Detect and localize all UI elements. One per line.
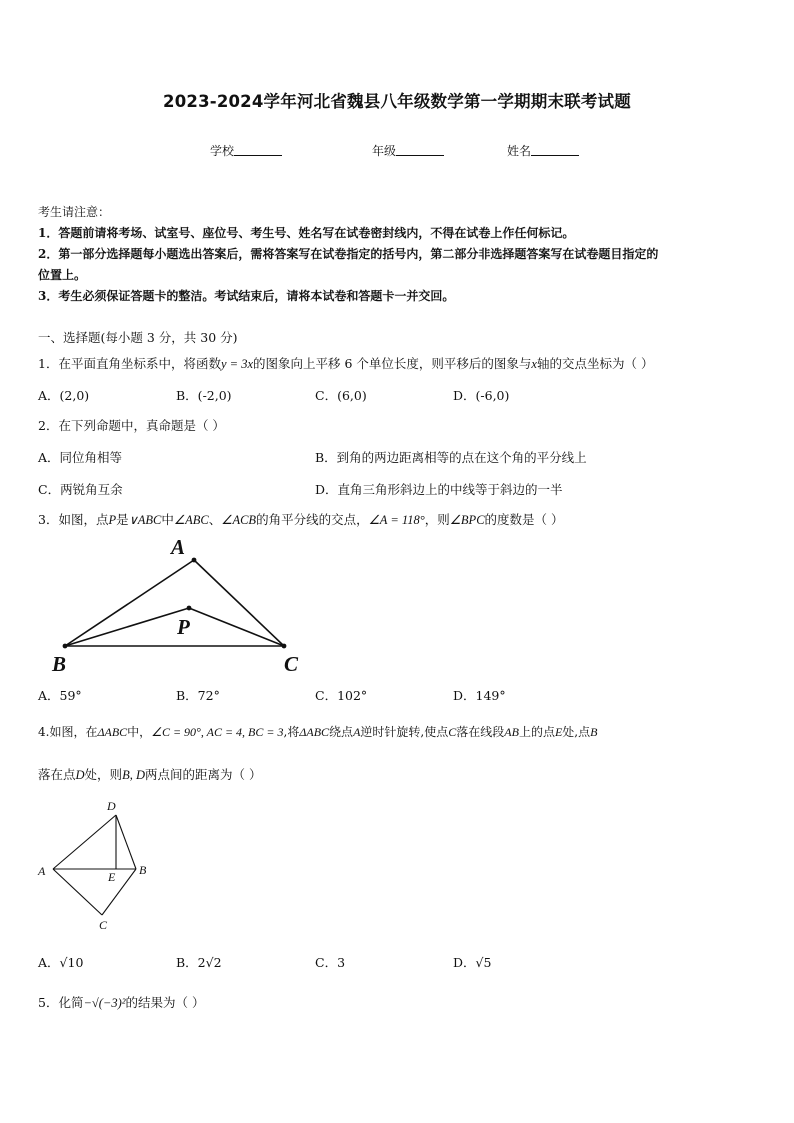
q3-option-a[interactable]: A．59° — [38, 688, 82, 703]
q3-text-3: 中 — [161, 512, 174, 527]
q3-label-a: A — [171, 535, 186, 559]
q4-text-11: 两点间的距离为（ ） — [144, 767, 262, 782]
q4-point-e: E — [554, 725, 563, 739]
q3-option-b[interactable]: B．72° — [176, 688, 220, 703]
name-field[interactable] — [507, 142, 579, 159]
q4-text-4: 绕点 — [329, 725, 354, 739]
question-4-line-1 — [38, 723, 597, 740]
q4-text-7: 上的点 — [518, 725, 555, 739]
q1-option-a[interactable]: A．(2,0) — [38, 388, 90, 403]
q4-condition: ∠C = 90°, AC = 4, BC = 3 — [151, 725, 284, 739]
q4-label-b: B — [139, 863, 147, 877]
q4-side-ac — [53, 869, 102, 915]
q3-text-5: 的角平分线的交点， — [256, 512, 369, 527]
school-field[interactable] — [210, 142, 282, 159]
notice-item-1: 1．答题前请将考场、试室号、座位号、考生号、姓名写在试卷密封线内，不得在试卷上作任何标记。 — [38, 226, 575, 240]
q3-option-c[interactable]: C．102° — [315, 688, 368, 703]
q4-triangle: ΔABC — [97, 725, 128, 739]
q1-option-d[interactable]: D．(-6,0) — [453, 388, 510, 403]
name-label: 姓名 — [507, 144, 532, 158]
q3-segment-cp — [189, 608, 284, 646]
grade-blank — [396, 143, 444, 156]
q4-segment-ab: AB — [504, 725, 519, 739]
q1-option-c[interactable]: C．(6,0) — [315, 388, 367, 403]
q2-option-c[interactable]: C．两锐角互余 — [38, 482, 123, 497]
name-blank — [531, 143, 579, 156]
q3-point-b-dot — [63, 644, 68, 649]
q4-text-3: ,将 — [283, 725, 300, 739]
q4-option-b[interactable]: B．2√2 — [176, 955, 222, 970]
q3-option-d[interactable]: D．149° — [453, 688, 506, 703]
q4-text-9: 落在点 — [38, 767, 76, 782]
q3-side-ac — [194, 560, 284, 646]
q1-text-3: 轴的交点坐标为（ ） — [536, 356, 654, 371]
q3-triangle: ∨ABC — [128, 513, 162, 527]
question-3-stem — [38, 510, 564, 528]
q3-point-p-dot — [187, 606, 192, 611]
q4-option-a[interactable]: A．√10 — [38, 955, 84, 970]
grade-field[interactable] — [372, 142, 444, 159]
q3-point-a-dot — [192, 558, 197, 563]
q4-side-ad — [53, 815, 116, 869]
q4-point-d: D — [75, 768, 85, 782]
q4-points-bd: B, D — [122, 768, 145, 782]
q3-label-b: B — [52, 652, 67, 676]
q4-point-c: C — [448, 725, 457, 739]
question-1-stem — [38, 354, 653, 372]
q5-expression: −√(−3)² — [83, 996, 126, 1010]
q4-label-a: A — [38, 864, 46, 878]
q4-label-d: D — [107, 799, 116, 813]
q3-point-c-dot — [282, 644, 287, 649]
notice-item-3: 3．考生必须保证答题卡的整洁。考试结束后，请将本试卷和答题卡一并交回。 — [38, 289, 455, 303]
q2-option-a[interactable]: A．同位角相等 — [38, 450, 123, 465]
section-heading: 一、选择题(每小题 3 分，共 30 分) — [38, 330, 238, 345]
q4-triangle-2: ΔABC — [299, 725, 330, 739]
q5-text-1: 5．化简 — [38, 995, 84, 1010]
q2-option-b[interactable]: B．到角的两边距离相等的点在这个角的平分线上 — [315, 450, 587, 465]
q3-text-4: 、 — [208, 512, 222, 527]
q3-text-7: 的度数是（ ） — [484, 512, 564, 527]
q1-option-b[interactable]: B．(-2,0) — [176, 388, 232, 403]
q3-text-1: 3．如图，点 — [38, 512, 109, 527]
q4-text-6: 落在线段 — [456, 725, 505, 739]
question-4-line-2 — [38, 765, 261, 783]
q4-label-c: C — [99, 918, 108, 932]
exam-title: 2023-2024学年河北省魏县八年级数学第一学期期末联考试题 — [163, 92, 631, 111]
q3-text-2: 是 — [116, 512, 129, 527]
notice-item-2: 2．第一部分选择题每小题选出答案后，需将答案写在试卷指定的括号内，第二部分非选择题答案写在试卷题目指定的 — [38, 247, 659, 261]
notice-item-2-cont: 位置上。 — [38, 268, 87, 282]
q5-text-2: 的结果为（ ） — [125, 995, 205, 1010]
q3-segment-bp — [65, 608, 189, 646]
q3-label-p: P — [177, 615, 190, 639]
q2-option-d[interactable]: D．直角三角形斜边上的中线等于斜边的一半 — [315, 482, 563, 497]
question-2-stem: 2．在下列命题中，真命题是（ ） — [38, 418, 225, 433]
q4-text-10: 处，则 — [84, 767, 123, 782]
q3-asked-angle: ∠BPC — [449, 513, 485, 527]
q3-text-6: ，则 — [424, 512, 450, 527]
q1-text-1: 1．在平面直角坐标系中，将函数 — [38, 356, 221, 371]
q4-option-d[interactable]: D．√5 — [453, 955, 492, 970]
q3-label-c: C — [284, 652, 299, 676]
q3-angle-acb: ∠ACB — [221, 513, 257, 527]
q4-point-a: A — [353, 725, 361, 739]
question-5-stem — [38, 993, 205, 1011]
q1-function: y = 3x — [220, 357, 253, 371]
q1-x-var: x — [531, 357, 537, 371]
q3-side-ab — [65, 560, 194, 646]
q4-point-b: B — [590, 725, 598, 739]
q3-angle-abc: ∠ABC — [173, 513, 209, 527]
grade-label: 年级 — [372, 144, 397, 158]
q4-option-c[interactable]: C．3 — [315, 955, 346, 970]
q3-triangle-figure — [40, 530, 320, 680]
q1-text-2: 的图象向上平移 6 个单位长度，则平移后的图象与 — [253, 356, 532, 371]
school-blank — [234, 143, 282, 156]
q3-point-p: P — [108, 513, 117, 527]
q4-text-2: 中， — [127, 725, 152, 739]
q4-side-db — [116, 815, 136, 869]
notice-heading: 考生请注意： — [38, 205, 111, 219]
q4-text-5: 逆时针旋转,使点 — [360, 725, 449, 739]
q3-condition: ∠A = 118° — [368, 513, 425, 527]
q4-rotation-figure — [34, 795, 164, 935]
q4-text-1: 4.如图，在 — [38, 725, 98, 739]
q4-label-e: E — [108, 870, 116, 884]
school-label: 学校 — [210, 144, 235, 158]
q4-text-8: 处,点 — [562, 725, 591, 739]
